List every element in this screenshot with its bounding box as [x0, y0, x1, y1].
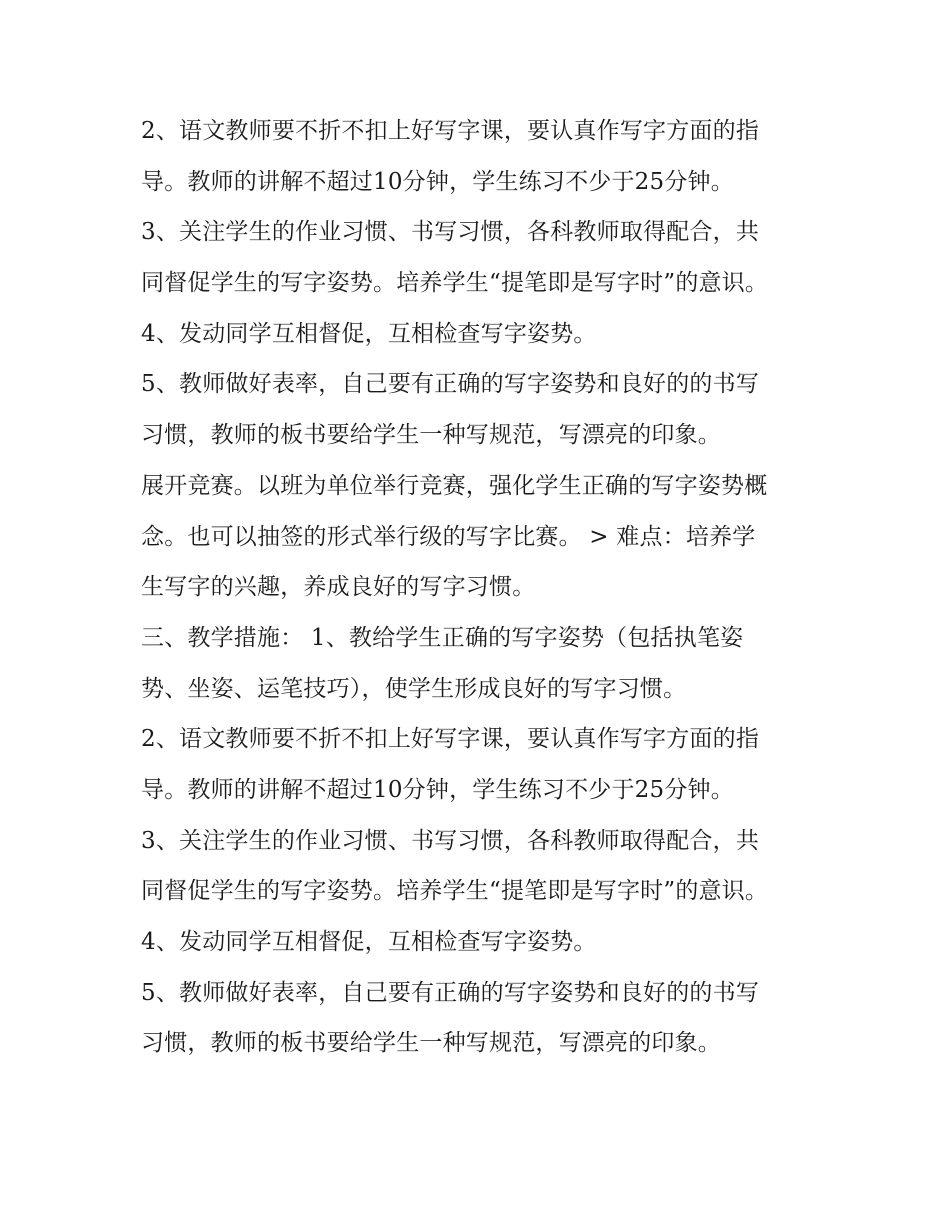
text-line: 习惯，教师的板书要给学生一种写规范，写漂亮的印象。: [141, 1030, 721, 1057]
text-line: 同督促学生的写字姿势。培养学生“提笔即是写字时”的意识。: [141, 270, 769, 297]
text-line: 2、语文教师要不折不扣上好写字课，要认真作写字方面的指: [141, 118, 760, 144]
document-body: [141, 106, 821, 1069]
text-line: 2、语文教师要不折不扣上好写字课，要认真作写字方面的指: [141, 726, 760, 753]
text-line: 3、关注学生的作业习惯、书写习惯，各科教师取得配合，共: [141, 827, 760, 854]
text-line: 念。也可以抽签的形式举行级的写字比赛。 > 难点：培养学: [141, 523, 756, 550]
text-line: 三、教学措施： 1、教给学生正确的写字姿势（包括执笔姿: [141, 624, 744, 651]
text-line: 4、发动同学互相督促，互相检查写字姿势。: [141, 320, 597, 347]
text-line: 5、教师做好表率，自己要有正确的写字姿势和良好的的书写: [141, 979, 760, 1006]
text-line: 5、教师做好表率，自己要有正确的写字姿势和良好的的书写: [141, 371, 760, 398]
text-line: 同督促学生的写字姿势。培养学生“提笔即是写字时”的意识。: [141, 878, 769, 905]
text-line: 习惯，教师的板书要给学生一种写规范，写漂亮的印象。: [141, 422, 721, 449]
text-line: 生写字的兴趣，养成良好的写字习惯。: [141, 574, 536, 601]
text-line: 导。教师的讲解不超过10分钟，学生练习不少于25分钟。: [141, 776, 734, 803]
text-line: 势、坐姿、运笔技巧），使学生形成良好的写字习惯。: [141, 675, 687, 702]
text-line: 4、发动同学互相督促，互相检查写字姿势。: [141, 929, 597, 955]
text-line: 3、关注学生的作业习惯、书写习惯，各科教师取得配合，共: [141, 219, 760, 246]
text-line: 导。教师的讲解不超过10分钟，学生练习不少于25分钟。: [141, 168, 734, 195]
text-line: 展开竞赛。以班为单位举行竞赛，强化学生正确的写字姿势概: [141, 472, 768, 499]
